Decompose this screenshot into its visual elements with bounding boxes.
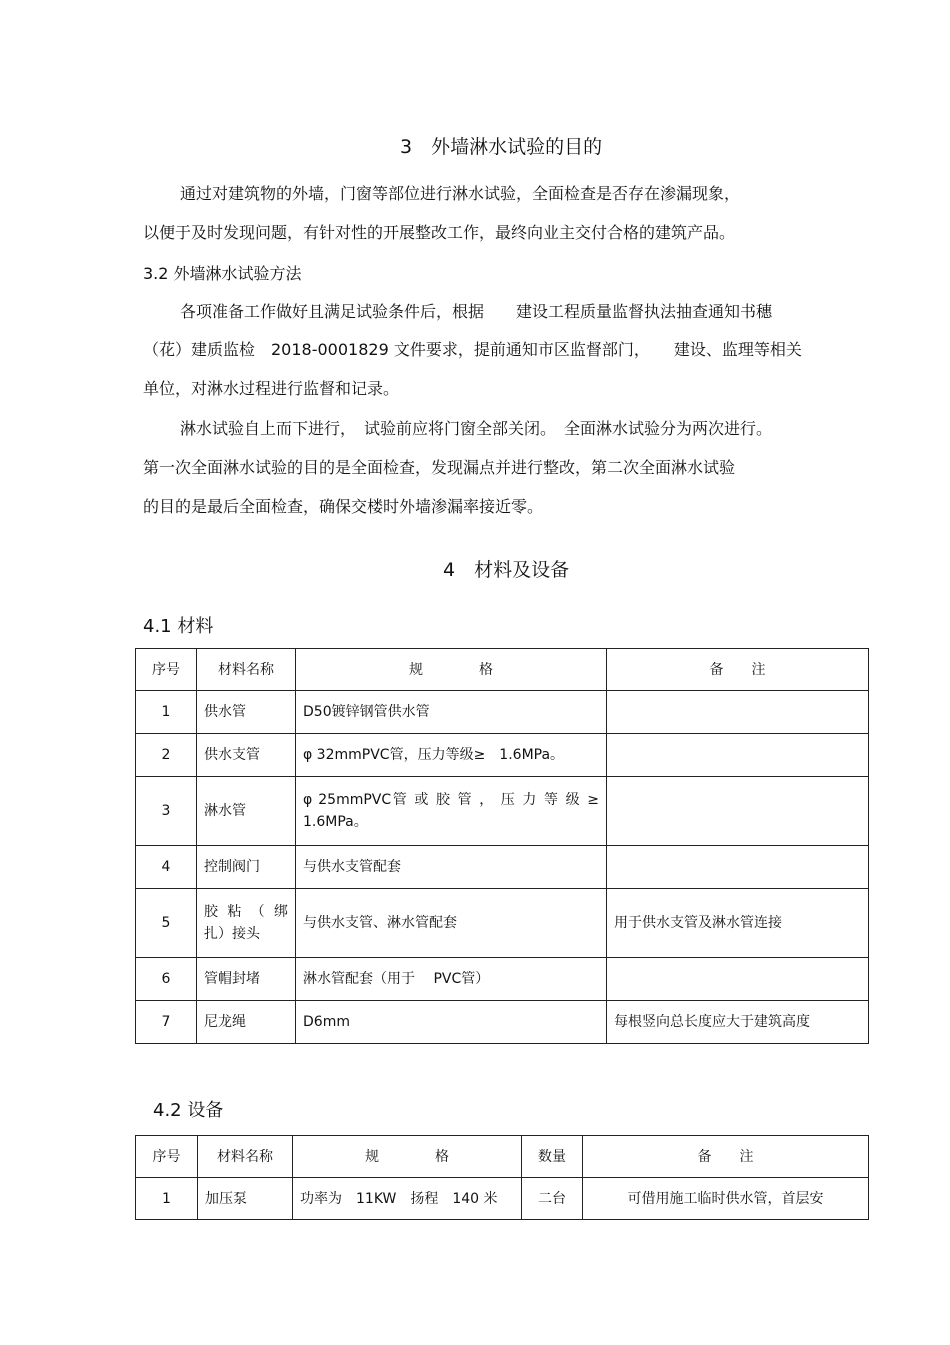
- row-name: 管帽封堵: [197, 958, 296, 1001]
- row-note: 用于供水支管及淋水管连接: [607, 889, 869, 958]
- row-note: 可借用施工临时供水管，首层安: [583, 1178, 869, 1220]
- row-no: 2: [136, 734, 197, 777]
- row-spec: 功率为 11KW 扬程 140 米: [293, 1178, 522, 1220]
- table-row: [136, 734, 869, 777]
- section-4-title: 4 材料及设备: [443, 559, 570, 581]
- row-note: [607, 691, 869, 734]
- row-spec: 淋水管配套（用于 PVC管）: [296, 958, 607, 1001]
- row-spec: D50镀锌钢管供水管: [296, 691, 607, 734]
- row-spec-line2: 1.6MPa。: [303, 814, 368, 830]
- para2-line1: 各项准备工作做好且满足试验条件后，根据 建设工程质量监督执法抽查通知书穗: [180, 302, 773, 321]
- para3-line3: 的目的是最后全面检查，确保交楼时外墙渗漏率接近零。: [143, 497, 544, 516]
- para1-line2: 以便于及时发现问题，有针对性的开展整改工作，最终向业主交付合格的建筑产品。: [143, 223, 736, 242]
- header-cell: 规 格: [293, 1136, 522, 1178]
- row-spec: 与供水支管、淋水管配套: [296, 889, 607, 958]
- para1-line1: 通过对建筑物的外墙，门窗等部位进行淋水试验，全面检查是否存在渗漏现象，: [180, 184, 741, 203]
- row-spec: 与供水支管配套: [296, 846, 607, 889]
- subsection-4-2-title: 4.2 设备: [153, 1100, 224, 1121]
- table-row: [136, 958, 869, 1001]
- table-header-row: [136, 649, 869, 691]
- subsection-4-1-title: 4.1 材料: [143, 616, 214, 637]
- row-note: [607, 846, 869, 889]
- equipment-table: [135, 1135, 869, 1220]
- header-cell: 序号: [136, 649, 197, 691]
- header-cell: 备 注: [607, 649, 869, 691]
- header-cell: 材料名称: [197, 649, 296, 691]
- section-3-title: 3 外墙淋水试验的目的: [400, 136, 603, 158]
- row-name: 加压泵: [198, 1178, 293, 1220]
- table-row: [136, 1178, 869, 1220]
- para3-line1: 淋水试验自上而下进行， 试验前应将门窗全部关闭。 全面淋水试验分为两次进行。: [180, 419, 773, 438]
- header-cell: 材料名称: [198, 1136, 293, 1178]
- header-cell: 规 格: [296, 649, 607, 691]
- row-no: 1: [136, 691, 197, 734]
- para2-line2: （花）建质监检 2018-0001829 文件要求，提前通知市区监督部门， 建设、监理等相关: [143, 340, 802, 359]
- row-name: 淋水管: [197, 777, 296, 846]
- table-row: [136, 889, 869, 958]
- row-note: [607, 777, 869, 846]
- header-cell: 序号: [136, 1136, 198, 1178]
- table-row: [136, 777, 869, 846]
- row-no: 3: [136, 777, 197, 846]
- table-row: [136, 1001, 869, 1044]
- table-row: [136, 691, 869, 734]
- para2-line3: 单位，对淋水过程进行监督和记录。: [143, 379, 400, 398]
- row-no: 7: [136, 1001, 197, 1044]
- row-name: [197, 889, 296, 958]
- row-name: 供水支管: [197, 734, 296, 777]
- header-cell: 数量: [522, 1136, 583, 1178]
- subsection-3-2-title: 3.2 外墙淋水试验方法: [143, 264, 302, 283]
- row-name: 控制阀门: [197, 846, 296, 889]
- row-spec: [296, 777, 607, 846]
- row-name: 尼龙绳: [197, 1001, 296, 1044]
- row-note: 每根竖向总长度应大于建筑高度: [607, 1001, 869, 1044]
- row-no: 4: [136, 846, 197, 889]
- row-spec-line1: φ 25mmPVC管 或 胶 管 ， 压 力 等 级 ≥: [303, 792, 599, 808]
- row-no: 5: [136, 889, 197, 958]
- row-note: [607, 958, 869, 1001]
- row-no: 6: [136, 958, 197, 1001]
- materials-table: [135, 648, 869, 1044]
- table-row: [136, 846, 869, 889]
- row-name-line2: 扎）接头: [204, 926, 260, 942]
- row-spec: D6mm: [296, 1001, 607, 1044]
- header-cell: 备 注: [583, 1136, 869, 1178]
- table-header-row: [136, 1136, 869, 1178]
- para3-line2: 第一次全面淋水试验的目的是全面检查，发现漏点并进行整改，第二次全面淋水试验: [143, 458, 736, 477]
- row-no: 1: [136, 1178, 198, 1220]
- row-spec: φ 32mmPVC管，压力等级≥ 1.6MPa。: [296, 734, 607, 777]
- row-name: 供水管: [197, 691, 296, 734]
- row-note: [607, 734, 869, 777]
- row-qty: 二台: [522, 1178, 583, 1220]
- row-name-line1: 胶 粘 （ 绑: [204, 904, 288, 920]
